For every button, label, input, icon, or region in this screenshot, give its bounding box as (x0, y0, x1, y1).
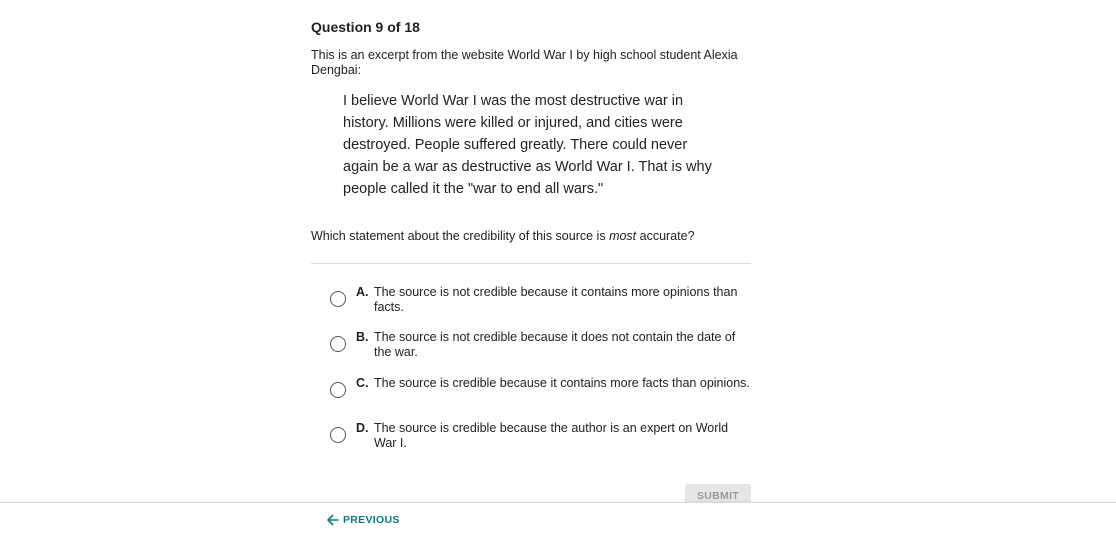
radio-button[interactable] (330, 427, 346, 443)
submit-button[interactable]: SUBMIT (685, 484, 751, 508)
radio-button[interactable] (330, 291, 346, 307)
prompt-text-end: accurate? (636, 229, 695, 243)
divider (311, 263, 751, 264)
option-text: The source is not credible because it does not contain the date of the war. (374, 330, 736, 359)
answer-option-a[interactable] (329, 285, 751, 317)
prompt-text-start: Which statement about the credibility of this source is (311, 229, 610, 243)
option-text: The source is not credible because it contains more opinions than facts. (374, 285, 738, 314)
radio-button[interactable] (330, 382, 346, 398)
option-letter: A. (356, 285, 369, 299)
answer-option-b[interactable] (329, 330, 751, 362)
prompt-emphasis: most (609, 229, 637, 243)
source-excerpt: I believe World War I was the most destructive war in history. Millions were killed or injured, and cities were destroyed. People suffered greatly. There could never again be a war as destructive as World War I. That is why people called it the "war to end all wars." (343, 93, 712, 197)
question-prompt (311, 229, 695, 243)
option-letter: B. (356, 330, 369, 344)
arrow-left-icon (326, 513, 340, 527)
option-letter: C. (356, 376, 369, 390)
previous-label: PREVIOUS (343, 514, 400, 526)
previous-button[interactable] (326, 512, 400, 528)
answer-option-c[interactable] (329, 376, 751, 408)
radio-button[interactable] (330, 336, 346, 352)
option-text: The source is credible because the author is an expert on World War I. (374, 421, 729, 450)
option-letter: D. (356, 421, 369, 435)
question-intro: This is an excerpt from the website World War I by high school student Alexia Dengbai: (311, 48, 738, 77)
option-text: The source is credible because it contains more facts than opinions. (374, 376, 750, 390)
answer-option-d[interactable] (329, 421, 751, 453)
question-number: Question 9 of 18 (311, 19, 420, 35)
footer-bar (0, 502, 1116, 533)
